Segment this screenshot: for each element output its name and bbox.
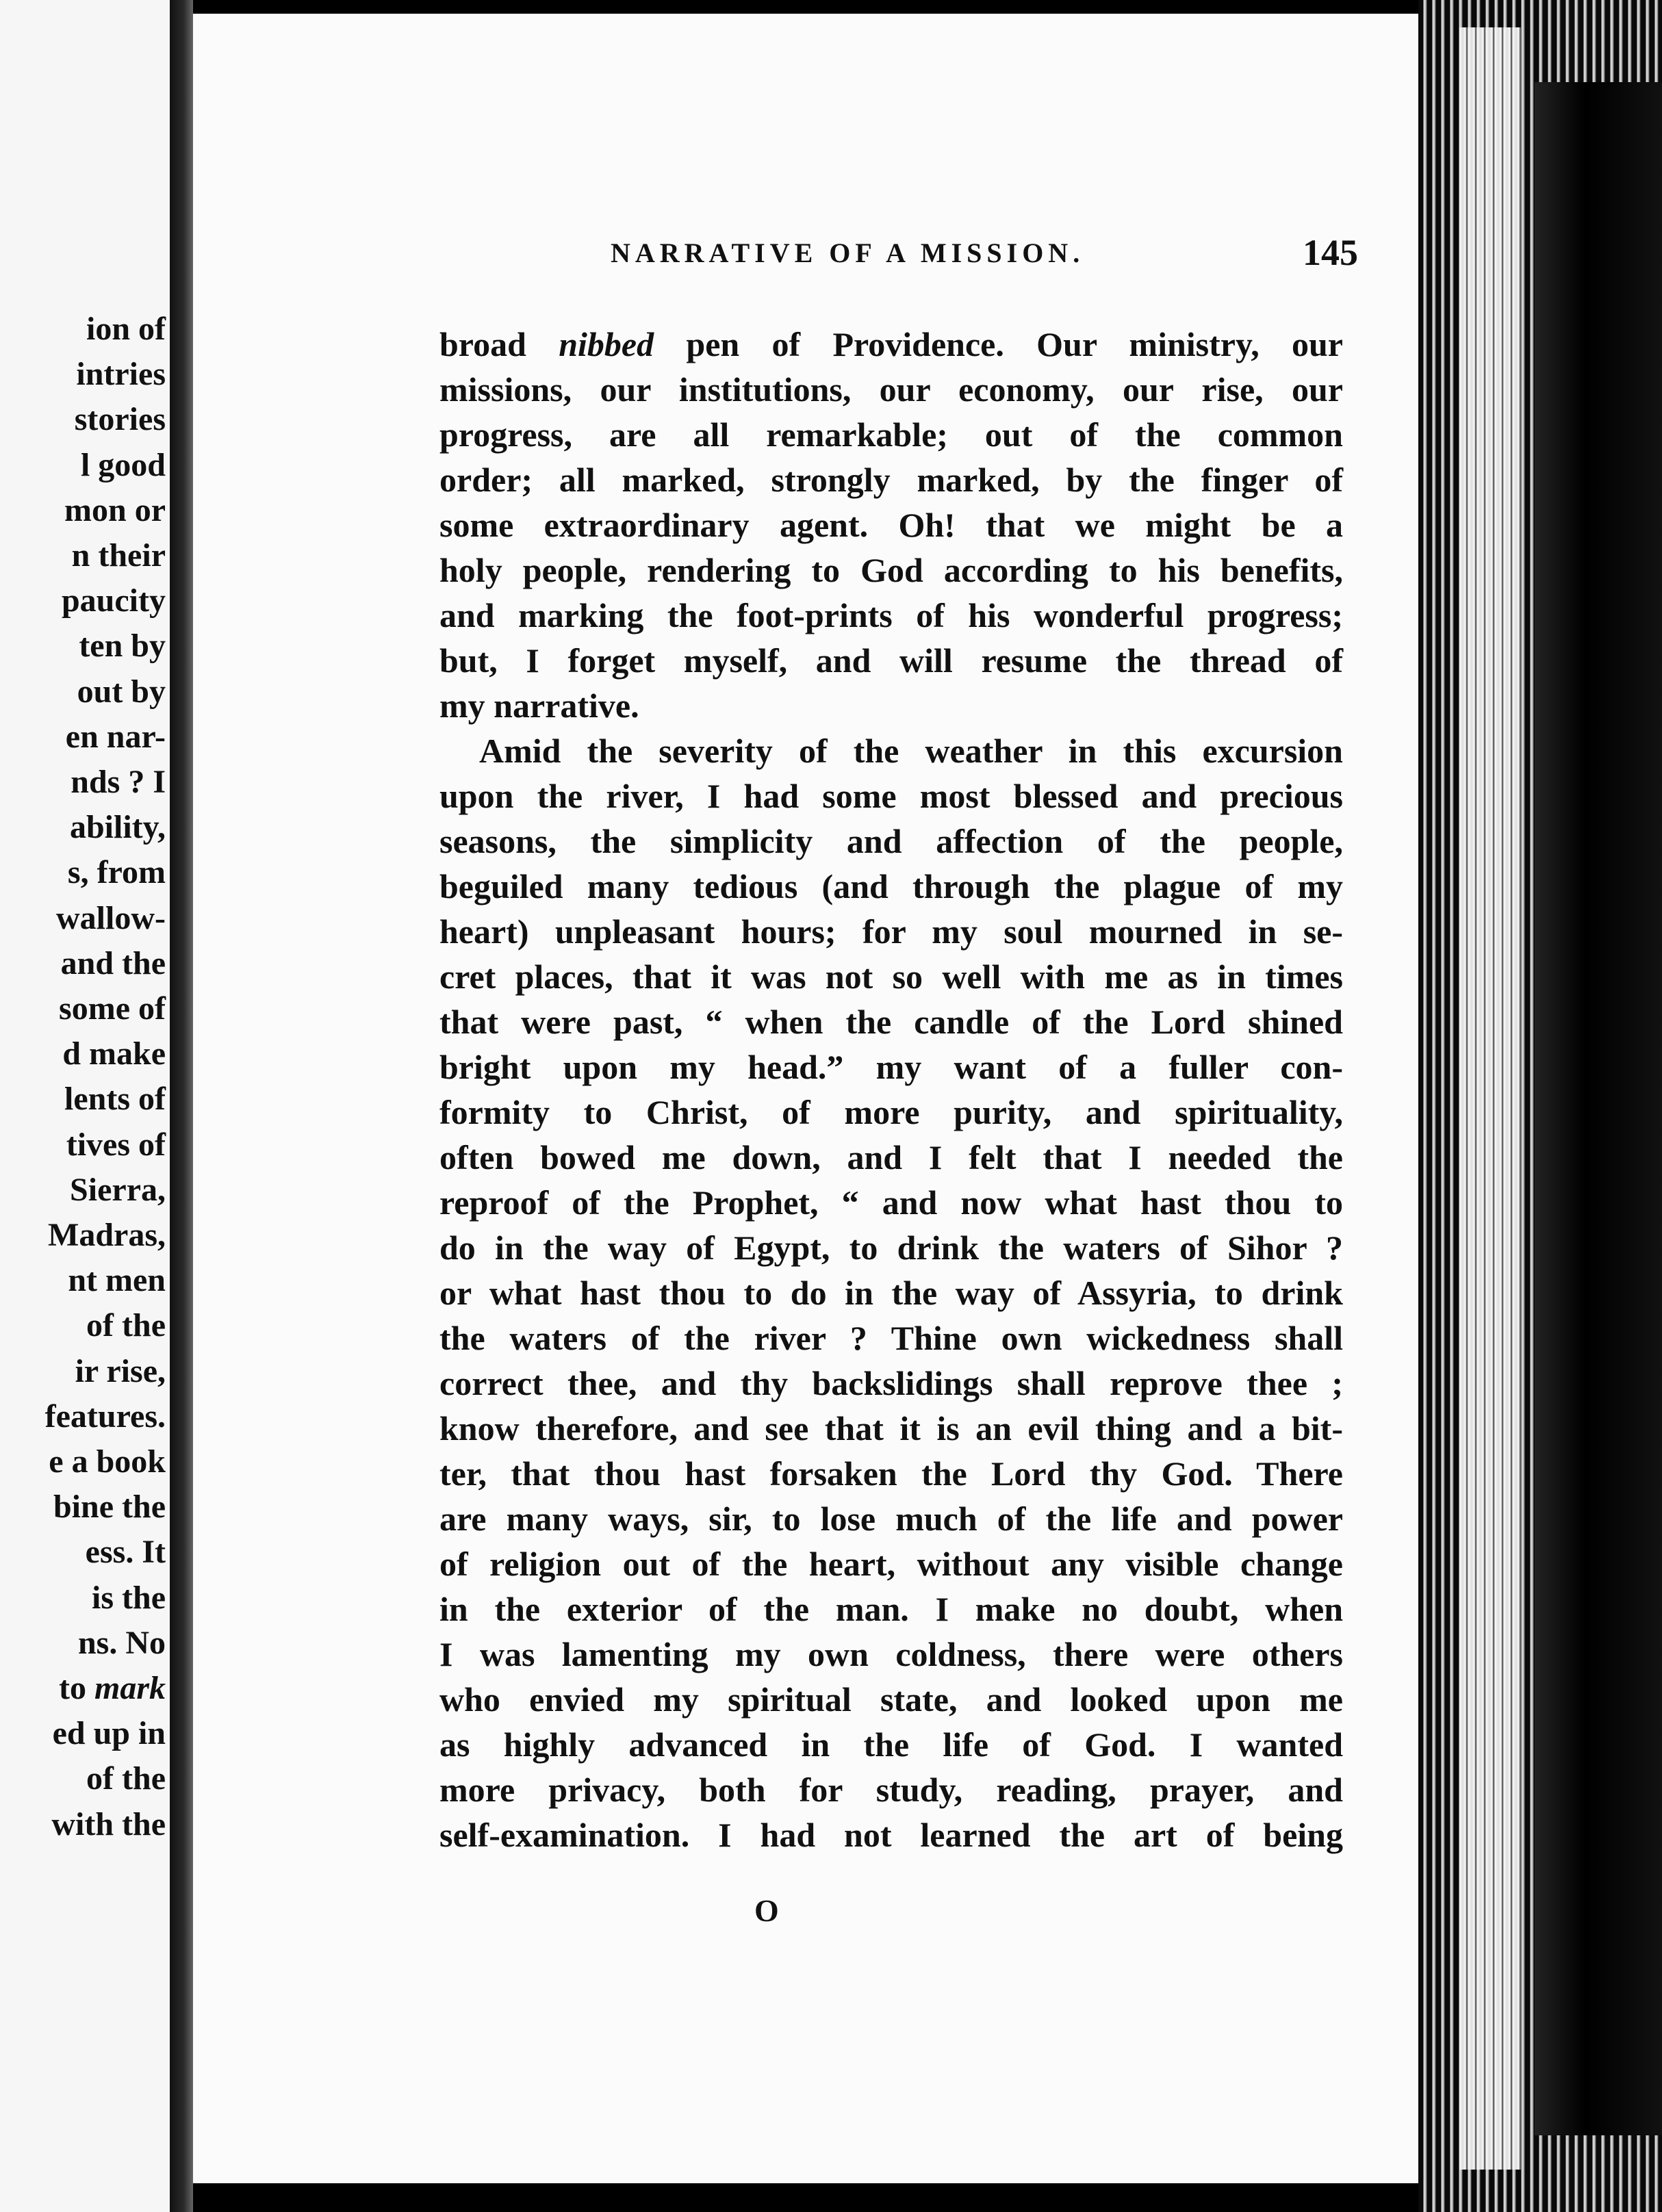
- running-head: [419, 231, 1364, 279]
- left-page-line: ir rise,: [75, 1352, 166, 1389]
- text-line: ter, that thou hast forsaken the Lord thy God. There: [439, 1454, 1343, 1493]
- text-line: the waters of the river ? Thine own wickedness shall: [439, 1319, 1343, 1357]
- page-edges: [1418, 0, 1662, 2212]
- left-page-line: ability,: [69, 809, 166, 846]
- left-page-line: nds ? I: [71, 764, 166, 800]
- left-page-line: to mark: [59, 1670, 166, 1706]
- text-line: know therefore, and see that it is an evil thing and a bit-: [439, 1409, 1343, 1448]
- text-line: holy people, rendering to God according to his benefits,: [439, 551, 1343, 589]
- left-page-line: Madras,: [48, 1217, 166, 1253]
- left-page-line: features.: [44, 1398, 166, 1435]
- text-line: Amid the severity of the weather in this excursion: [479, 732, 1343, 770]
- left-page-line: wallow-: [56, 899, 166, 936]
- left-page-line: intries: [76, 356, 166, 393]
- left-page-line: some of: [59, 990, 166, 1027]
- text-line: correct thee, and thy backslidings shall reprove thee ;: [439, 1364, 1343, 1402]
- text-line: who envied my spiritual state, and looked upon me: [439, 1680, 1343, 1719]
- text-line: reproof of the Prophet, “ and now what hast thou to: [439, 1183, 1343, 1222]
- left-page-line: tives of: [66, 1126, 166, 1163]
- left-page-fragment: [0, 0, 182, 2212]
- left-page-line: ten by: [79, 628, 166, 665]
- book-gutter: [170, 0, 193, 2212]
- text-line: often bowed me down, and I felt that I needed the: [439, 1138, 1343, 1176]
- page-edge-strip: [1459, 27, 1521, 2170]
- text-line: heart) unpleasant hours; for my soul mourned in se-: [439, 912, 1343, 951]
- book-cover-edge: [1535, 82, 1662, 2135]
- left-page-line: ess. It: [85, 1534, 166, 1571]
- left-page-line: nt men: [68, 1262, 166, 1299]
- text-line: bright upon my head.” my want of a fuller con-: [439, 1048, 1343, 1086]
- body-text: [439, 322, 1343, 1857]
- text-line: formity to Christ, of more purity, and spirituality,: [439, 1093, 1343, 1131]
- text-line: are many ways, sir, to lose much of the life and power: [439, 1500, 1343, 1538]
- left-page-line: stories: [74, 401, 166, 438]
- text-line: order; all marked, strongly marked, by the finger of: [439, 461, 1343, 499]
- text-line: or what hast thou to do in the way of Assyria, to drink: [439, 1274, 1343, 1312]
- left-page-line: s, from: [67, 854, 166, 891]
- text-line: seasons, the simplicity and affection of the people,: [439, 822, 1343, 860]
- text-line: upon the river, I had some most blessed and precious: [439, 777, 1343, 815]
- text-line: broad nibbed pen of Providence. Our ministry, our: [439, 325, 1343, 363]
- left-page-line: and the: [60, 944, 166, 981]
- left-page-line: n their: [71, 537, 166, 574]
- text-line: missions, our institutions, our economy, our rise, our: [439, 370, 1343, 409]
- text-line: do in the way of Egypt, to drink the waters of Sihor ?: [439, 1229, 1343, 1267]
- left-page-line: paucity: [61, 582, 166, 619]
- left-page-line: ion of: [86, 311, 166, 347]
- left-page-line: ns. No: [77, 1624, 166, 1661]
- text-line: more privacy, both for study, reading, prayer, and: [439, 1771, 1343, 1809]
- left-page-line: d make: [62, 1036, 166, 1072]
- book-page: [193, 14, 1418, 2183]
- left-page-line: e a book: [49, 1443, 166, 1480]
- text-line: beguiled many tedious (and through the plague of my: [439, 867, 1343, 905]
- left-page-line: l good: [80, 446, 166, 483]
- text-line: but, I forget myself, and will resume the thread of: [439, 641, 1343, 680]
- left-page-line: bine the: [53, 1489, 166, 1526]
- text-line: cret places, that it was not so well with me as in times: [439, 957, 1343, 996]
- text-line: in the exterior of the man. I make no doubt, when: [439, 1590, 1343, 1628]
- left-page-line: lents of: [64, 1081, 166, 1118]
- left-page-line: Sierra,: [70, 1171, 166, 1208]
- left-page-line: ed up in: [52, 1715, 166, 1752]
- text-line: as highly advanced in the life of God. I wanted: [439, 1725, 1343, 1764]
- text-line: of religion out of the heart, without any visible change: [439, 1545, 1343, 1583]
- text-line: I was lamenting my own coldness, there were others: [439, 1635, 1343, 1673]
- text-line: my narrative.: [439, 686, 639, 725]
- text-line: self-examination. I had not learned the art of being: [439, 1816, 1343, 1854]
- text-line: that were past, “ when the candle of the Lord shined: [439, 1003, 1343, 1041]
- running-title: NARRATIVE OF A MISSION.: [611, 237, 1085, 268]
- left-page-line: of the: [86, 1760, 166, 1797]
- left-page-line: en nar-: [65, 718, 166, 755]
- signature-mark: O: [754, 1893, 779, 1928]
- left-page-line: with the: [51, 1805, 166, 1842]
- text-line: some extraordinary agent. Oh! that we might be a: [439, 506, 1343, 544]
- text-line: progress, are all remarkable; out of the common: [439, 415, 1343, 454]
- left-page-line: out by: [77, 673, 166, 710]
- text-line: and marking the foot-prints of his wonderful progress;: [439, 596, 1343, 634]
- left-page-line: mon or: [64, 491, 166, 528]
- left-page-line: of the: [86, 1307, 166, 1344]
- left-page-line: is the: [92, 1579, 166, 1616]
- page-number: 145: [1303, 232, 1358, 273]
